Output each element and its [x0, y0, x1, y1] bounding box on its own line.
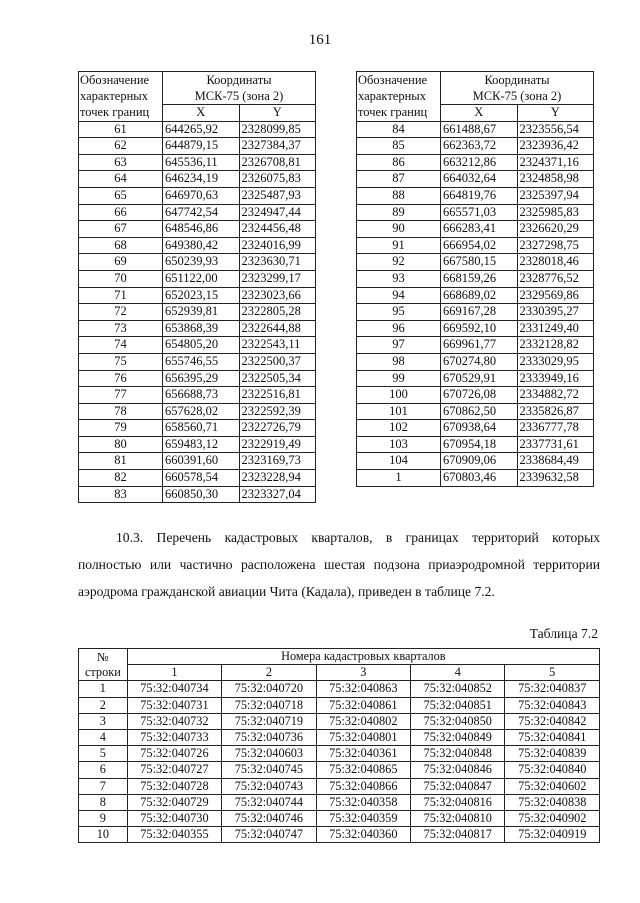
point-number-cell: 61 [79, 121, 163, 138]
table-row [79, 794, 600, 810]
x-coordinate-cell: 645536,11 [163, 154, 240, 171]
point-number-cell: 85 [357, 138, 441, 155]
table-row [357, 370, 594, 387]
y-coordinate-cell: 2326708,81 [239, 154, 316, 171]
cadastral-quarter-cell: 75:32:040817 [411, 827, 505, 843]
point-number-cell: 95 [357, 304, 441, 321]
table-row [79, 254, 316, 271]
cadastral-quarter-cell: 75:32:040851 [411, 697, 505, 713]
cadastral-quarter-cell: 75:32:040733 [127, 730, 221, 746]
point-number-cell: 100 [357, 387, 441, 404]
cadastral-quarter-cell: 75:32:040865 [316, 762, 410, 778]
point-number-cell: 103 [357, 436, 441, 453]
x-coordinate-cell: 644879,15 [163, 138, 240, 155]
x-coordinate-cell: 652023,15 [163, 287, 240, 304]
point-number-cell: 65 [79, 187, 163, 204]
y-coordinate-cell: 2322919,49 [239, 436, 316, 453]
x-coordinate-cell: 658560,71 [163, 420, 240, 437]
x-coordinate-cell: 648546,86 [163, 221, 240, 238]
y-coordinate-cell: 2336777,78 [517, 420, 594, 437]
x-coordinate-cell: 657628,02 [163, 403, 240, 420]
paragraph-line-2: полностью или частично расположена шестая подзона приаэродромной территории [78, 557, 600, 572]
x-coordinate-cell: 664032,64 [441, 171, 518, 188]
cadastral-quarter-cell: 75:32:040902 [505, 811, 600, 827]
cadastral-quarter-cell: 75:32:040919 [505, 827, 600, 843]
x-coordinate-cell: 660391,60 [163, 453, 240, 470]
row-number-header: № строки [79, 649, 128, 681]
cadastral-quarter-cell: 75:32:040810 [411, 811, 505, 827]
point-number-cell: 73 [79, 320, 163, 337]
cadastral-quarter-cell: 75:32:040719 [222, 713, 316, 729]
x-coordinate-cell: 669961,77 [441, 337, 518, 354]
x-coordinate-cell: 656688,73 [163, 387, 240, 404]
coordinates-header: Координаты МСК-75 (зона 2) [163, 72, 316, 105]
y-coordinate-cell: 2324016,99 [239, 237, 316, 254]
point-number-cell: 102 [357, 420, 441, 437]
cadastral-group-header: Номера кадастровых кварталов [127, 649, 599, 665]
x-coordinate-cell: 651122,00 [163, 270, 240, 287]
table-row [79, 138, 316, 155]
y-coordinate-cell: 2323936,42 [517, 138, 594, 155]
coordinates-table-left [78, 71, 316, 503]
x-coordinate-cell: 670274,80 [441, 353, 518, 370]
x-coordinate-cell: 660578,54 [163, 470, 240, 487]
point-number-cell: 101 [357, 403, 441, 420]
table-row [79, 270, 316, 287]
table-row [357, 138, 594, 155]
y-coordinate-cell: 2335826,87 [517, 403, 594, 420]
x-coordinate-cell: 668159,26 [441, 270, 518, 287]
point-number-cell: 63 [79, 154, 163, 171]
table-row [357, 403, 594, 420]
y-coordinate-cell: 2322505,34 [239, 370, 316, 387]
table-row [357, 387, 594, 404]
y-coordinate-cell: 2324456,48 [239, 221, 316, 238]
cadastral-quarter-cell: 75:32:040728 [127, 778, 221, 794]
y-coordinate-cell: 2328776,52 [517, 270, 594, 287]
table-row [79, 713, 600, 729]
point-number-cell: 94 [357, 287, 441, 304]
point-number-cell: 88 [357, 187, 441, 204]
table-row [79, 154, 316, 171]
table-row [357, 436, 594, 453]
table-row [79, 187, 316, 204]
x-coordinate-cell: 669592,10 [441, 320, 518, 337]
y-coordinate-cell: 2322592,39 [239, 403, 316, 420]
y-coordinate-cell: 2328099,85 [239, 121, 316, 138]
point-number-cell: 67 [79, 221, 163, 238]
y-coordinate-cell: 2323228,94 [239, 470, 316, 487]
table-row [357, 353, 594, 370]
cadastral-quarter-cell: 75:32:040744 [222, 794, 316, 810]
y-coordinate-cell: 2325985,83 [517, 204, 594, 221]
point-number-cell: 62 [79, 138, 163, 155]
y-coordinate-cell: 2322500,37 [239, 353, 316, 370]
x-coordinate-cell: 644265,92 [163, 121, 240, 138]
cadastral-quarter-cell: 75:32:040841 [505, 730, 600, 746]
cadastral-quarter-cell: 75:32:040734 [127, 681, 221, 697]
cadastral-quarter-cell: 75:32:040802 [316, 713, 410, 729]
cadastral-quarter-cell: 75:32:040726 [127, 746, 221, 762]
designation-header: Обозначение характерных точек границ [79, 72, 163, 122]
cadastral-quarter-cell: 75:32:040842 [505, 713, 600, 729]
coordinates-header: Координаты МСК-75 (зона 2) [441, 72, 594, 105]
cadastral-quarter-cell: 75:32:040730 [127, 811, 221, 827]
point-number-cell: 97 [357, 337, 441, 354]
x-coordinate-cell: 652939,81 [163, 304, 240, 321]
table-row [357, 154, 594, 171]
table-row [79, 486, 316, 503]
point-number-cell: 90 [357, 221, 441, 238]
point-number-cell: 84 [357, 121, 441, 138]
row-number-cell: 1 [79, 681, 128, 697]
point-number-cell: 72 [79, 304, 163, 321]
col-header-3: 3 [316, 665, 410, 681]
y-coordinate-cell: 2324858,98 [517, 171, 594, 188]
y-coordinate-cell: 2338684,49 [517, 453, 594, 470]
x-coordinate-cell: 670529,91 [441, 370, 518, 387]
table-row [357, 337, 594, 354]
table-row [79, 221, 316, 238]
cadastral-quarter-cell: 75:32:040720 [222, 681, 316, 697]
paragraph-line-3: аэродрома гражданской авиации Чита (Кадала), приведен в таблице 7.2. [78, 584, 495, 599]
y-coordinate-cell: 2334882,72 [517, 387, 594, 404]
cadastral-quarter-cell: 75:32:040840 [505, 762, 600, 778]
point-number-cell: 83 [79, 486, 163, 503]
table-row [357, 254, 594, 271]
table-row [79, 237, 316, 254]
x-coordinate-cell: 654805,20 [163, 337, 240, 354]
designation-header: Обозначение характерных точек границ [357, 72, 441, 122]
point-number-cell: 87 [357, 171, 441, 188]
y-coordinate-cell: 2328018,46 [517, 254, 594, 271]
row-number-cell: 8 [79, 794, 128, 810]
col-header-4: 4 [411, 665, 505, 681]
x-coordinate-cell: 661488,67 [441, 121, 518, 138]
table-caption: Таблица 7.2 [529, 626, 598, 641]
table-row [357, 470, 594, 487]
x-coordinate-cell: 664819,76 [441, 187, 518, 204]
x-coordinate-cell: 667580,15 [441, 254, 518, 271]
table-row [79, 762, 600, 778]
cadastral-quarter-cell: 75:32:040848 [411, 746, 505, 762]
x-coordinate-cell: 659483,12 [163, 436, 240, 453]
point-number-cell: 96 [357, 320, 441, 337]
table-row [79, 353, 316, 370]
table-row [79, 204, 316, 221]
y-coordinate-cell: 2323169,73 [239, 453, 316, 470]
point-number-cell: 80 [79, 436, 163, 453]
x-coordinate-cell: 670862,50 [441, 403, 518, 420]
x-coordinate-cell: 646970,63 [163, 187, 240, 204]
y-coordinate-cell: 2322726,79 [239, 420, 316, 437]
cadastral-quarter-cell: 75:32:040861 [316, 697, 410, 713]
point-number-cell: 89 [357, 204, 441, 221]
point-number-cell: 79 [79, 420, 163, 437]
cadastral-quarter-cell: 75:32:040743 [222, 778, 316, 794]
point-number-cell: 91 [357, 237, 441, 254]
point-number-cell: 86 [357, 154, 441, 171]
table-row [79, 121, 316, 138]
point-number-cell: 99 [357, 370, 441, 387]
table-row [79, 171, 316, 188]
x-coordinate-cell: 662363,72 [441, 138, 518, 155]
x-header: X [163, 105, 240, 122]
col-header-1: 1 [127, 665, 221, 681]
table-row [79, 827, 600, 843]
y-coordinate-cell: 2324947,44 [239, 204, 316, 221]
cadastral-quarter-cell: 75:32:040360 [316, 827, 410, 843]
point-number-cell: 68 [79, 237, 163, 254]
point-number-cell: 70 [79, 270, 163, 287]
y-coordinate-cell: 2325397,94 [517, 187, 594, 204]
x-coordinate-cell: 649380,42 [163, 237, 240, 254]
cadastral-quarter-cell: 75:32:040718 [222, 697, 316, 713]
cadastral-quarter-cell: 75:32:040837 [505, 681, 600, 697]
point-number-cell: 75 [79, 353, 163, 370]
cadastral-quarter-cell: 75:32:040846 [411, 762, 505, 778]
y-coordinate-cell: 2331249,40 [517, 320, 594, 337]
y-coordinate-cell: 2327298,75 [517, 237, 594, 254]
table-row [79, 697, 600, 713]
cadastral-quarter-cell: 75:32:040747 [222, 827, 316, 843]
point-number-cell: 104 [357, 453, 441, 470]
cadastral-quarter-cell: 75:32:040746 [222, 811, 316, 827]
cadastral-quarter-cell: 75:32:040727 [127, 762, 221, 778]
x-coordinate-cell: 666954,02 [441, 237, 518, 254]
cadastral-quarter-cell: 75:32:040745 [222, 762, 316, 778]
table-row [357, 121, 594, 138]
table-row [79, 746, 600, 762]
x-coordinate-cell: 670909,06 [441, 453, 518, 470]
table-row [79, 681, 600, 697]
y-header: Y [239, 105, 316, 122]
cadastral-quarter-cell: 75:32:040838 [505, 794, 600, 810]
table-row [79, 730, 600, 746]
y-coordinate-cell: 2327384,37 [239, 138, 316, 155]
table-row [357, 320, 594, 337]
point-number-cell: 64 [79, 171, 163, 188]
point-number-cell: 82 [79, 470, 163, 487]
cadastral-quarter-cell: 75:32:040852 [411, 681, 505, 697]
table-row [79, 470, 316, 487]
y-coordinate-cell: 2323327,04 [239, 486, 316, 503]
y-coordinate-cell: 2333949,16 [517, 370, 594, 387]
cadastral-quarters-table [78, 648, 600, 843]
y-coordinate-cell: 2323299,17 [239, 270, 316, 287]
coordinates-table-right [356, 71, 594, 487]
table-row [79, 387, 316, 404]
paragraph-line-1: 10.3. Перечень кадастровых кварталов, в границах территорий которых [116, 530, 600, 545]
y-coordinate-cell: 2324371,16 [517, 154, 594, 171]
y-coordinate-cell: 2323556,54 [517, 121, 594, 138]
point-number-cell: 78 [79, 403, 163, 420]
x-coordinate-cell: 670938,64 [441, 420, 518, 437]
table-row [79, 811, 600, 827]
table-row [357, 420, 594, 437]
cadastral-quarter-cell: 75:32:040602 [505, 778, 600, 794]
cadastral-quarter-cell: 75:32:040359 [316, 811, 410, 827]
y-coordinate-cell: 2333029,95 [517, 353, 594, 370]
y-coordinate-cell: 2322516,81 [239, 387, 316, 404]
point-number-cell: 93 [357, 270, 441, 287]
x-coordinate-cell: 670803,46 [441, 470, 518, 487]
row-number-cell: 6 [79, 762, 128, 778]
table-row [79, 778, 600, 794]
table-row [79, 337, 316, 354]
cadastral-quarter-cell: 75:32:040729 [127, 794, 221, 810]
cadastral-quarter-cell: 75:32:040731 [127, 697, 221, 713]
row-number-cell: 3 [79, 713, 128, 729]
cadastral-quarter-cell: 75:32:040355 [127, 827, 221, 843]
table-row [357, 204, 594, 221]
col-header-5: 5 [505, 665, 600, 681]
cadastral-quarter-cell: 75:32:040849 [411, 730, 505, 746]
x-coordinate-cell: 665571,03 [441, 204, 518, 221]
y-coordinate-cell: 2322644,88 [239, 320, 316, 337]
table-row [79, 287, 316, 304]
x-coordinate-cell: 666283,41 [441, 221, 518, 238]
cadastral-quarter-cell: 75:32:040866 [316, 778, 410, 794]
cadastral-quarter-cell: 75:32:040863 [316, 681, 410, 697]
point-number-cell: 92 [357, 254, 441, 271]
point-number-cell: 1 [357, 470, 441, 487]
point-number-cell: 98 [357, 353, 441, 370]
y-coordinate-cell: 2330395,27 [517, 304, 594, 321]
cadastral-quarter-cell: 75:32:040839 [505, 746, 600, 762]
table-row [357, 171, 594, 188]
table-row [357, 221, 594, 238]
point-number-cell: 69 [79, 254, 163, 271]
table-row [357, 270, 594, 287]
col-header-2: 2 [222, 665, 316, 681]
table-row [357, 304, 594, 321]
cadastral-quarter-cell: 75:32:040816 [411, 794, 505, 810]
table-row [79, 453, 316, 470]
cadastral-quarter-cell: 75:32:040736 [222, 730, 316, 746]
x-coordinate-cell: 660850,30 [163, 486, 240, 503]
y-coordinate-cell: 2322543,11 [239, 337, 316, 354]
row-number-cell: 7 [79, 778, 128, 794]
x-coordinate-cell: 668689,02 [441, 287, 518, 304]
page-number: 161 [308, 32, 332, 48]
y-coordinate-cell: 2332128,82 [517, 337, 594, 354]
row-number-cell: 9 [79, 811, 128, 827]
table-row [79, 304, 316, 321]
y-coordinate-cell: 2325487,93 [239, 187, 316, 204]
y-coordinate-cell: 2323023,66 [239, 287, 316, 304]
point-number-cell: 66 [79, 204, 163, 221]
y-coordinate-cell: 2339632,58 [517, 470, 594, 487]
row-number-cell: 2 [79, 697, 128, 713]
cadastral-quarter-cell: 75:32:040732 [127, 713, 221, 729]
x-coordinate-cell: 647742,54 [163, 204, 240, 221]
cadastral-quarter-cell: 75:32:040850 [411, 713, 505, 729]
y-coordinate-cell: 2326075,83 [239, 171, 316, 188]
table-row [357, 237, 594, 254]
x-coordinate-cell: 670726,08 [441, 387, 518, 404]
y-coordinate-cell: 2326620,29 [517, 221, 594, 238]
table-row [79, 436, 316, 453]
x-coordinate-cell: 655746,55 [163, 353, 240, 370]
table-row [357, 453, 594, 470]
x-coordinate-cell: 663212,86 [441, 154, 518, 171]
x-coordinate-cell: 646234,19 [163, 171, 240, 188]
x-coordinate-cell: 650239,93 [163, 254, 240, 271]
table-row [357, 187, 594, 204]
y-coordinate-cell: 2323630,71 [239, 254, 316, 271]
table-row [357, 287, 594, 304]
cadastral-quarter-cell: 75:32:040847 [411, 778, 505, 794]
point-number-cell: 74 [79, 337, 163, 354]
point-number-cell: 77 [79, 387, 163, 404]
cadastral-quarter-cell: 75:32:040843 [505, 697, 600, 713]
section-paragraph [78, 524, 600, 605]
y-header: Y [517, 105, 594, 122]
table-row [79, 320, 316, 337]
row-number-cell: 5 [79, 746, 128, 762]
row-number-cell: 10 [79, 827, 128, 843]
table-row [79, 420, 316, 437]
table-row [79, 370, 316, 387]
y-coordinate-cell: 2337731,61 [517, 436, 594, 453]
x-coordinate-cell: 669167,28 [441, 304, 518, 321]
x-coordinate-cell: 656395,29 [163, 370, 240, 387]
point-number-cell: 81 [79, 453, 163, 470]
cadastral-quarter-cell: 75:32:040358 [316, 794, 410, 810]
point-number-cell: 76 [79, 370, 163, 387]
cadastral-quarter-cell: 75:32:040603 [222, 746, 316, 762]
y-coordinate-cell: 2322805,28 [239, 304, 316, 321]
y-coordinate-cell: 2329569,86 [517, 287, 594, 304]
x-coordinate-cell: 653868,39 [163, 320, 240, 337]
x-header: X [441, 105, 518, 122]
table-row [79, 403, 316, 420]
x-coordinate-cell: 670954,18 [441, 436, 518, 453]
row-number-cell: 4 [79, 730, 128, 746]
point-number-cell: 71 [79, 287, 163, 304]
cadastral-quarter-cell: 75:32:040361 [316, 746, 410, 762]
cadastral-quarter-cell: 75:32:040801 [316, 730, 410, 746]
